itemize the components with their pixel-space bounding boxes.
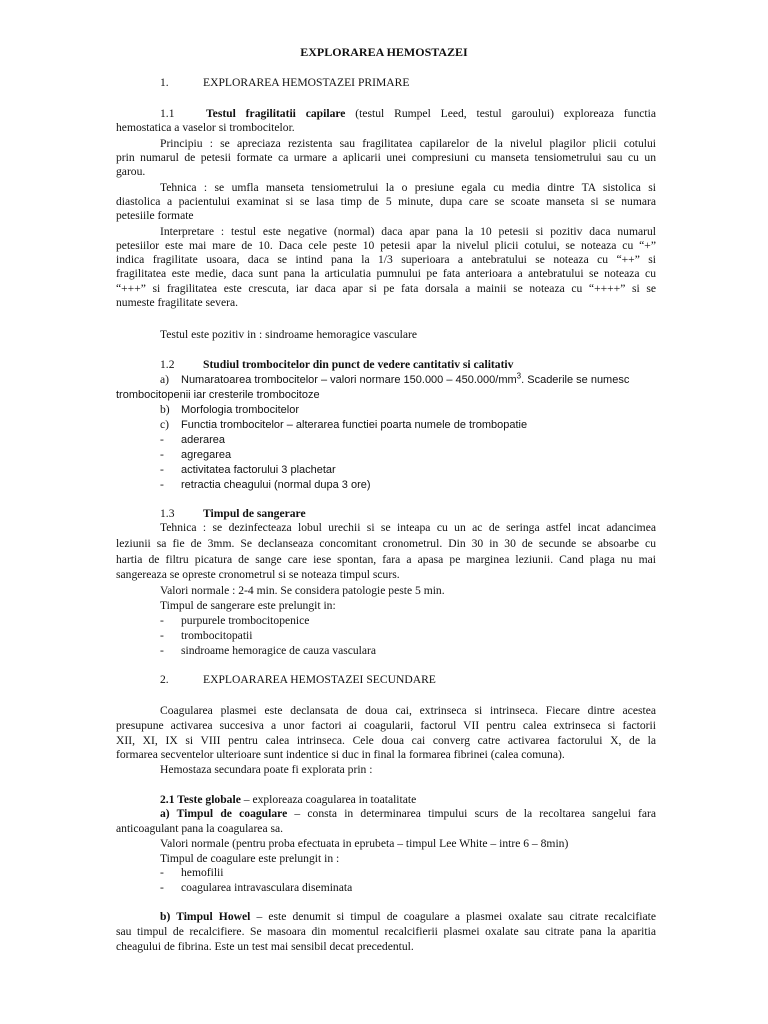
document-title: EXPLORAREA HEMOSTAZEI: [300, 45, 468, 59]
list-dash: -: [160, 478, 164, 491]
text-line: Coagularea plasmei este declansata de doua cai, extrinseca si intrinseca. Fiecare dintre acestea: [160, 704, 656, 717]
text-line: cheagului de fibrina. Este un test mai sensibil decat precedentul.: [116, 940, 414, 953]
text-line: Tehnica : se dezinfecteaza lobul urechii si se inteapa cu un ac de seringa astfel incat adancimea: [160, 521, 656, 534]
subsection-number: 1.2: [160, 358, 175, 371]
text-line: Valori normale (pentru proba efectuata in eprubeta – timpul Lee White – intre 6 – 8min): [160, 837, 569, 850]
list-letter: c): [160, 418, 170, 431]
text-line: hemostatica a vaselor si trombocitelor.: [116, 121, 295, 134]
section-number: 1.: [160, 76, 169, 89]
text-line: formarea secventelor ulterioare sunt indentice si duc in final la formarea fibrinei (calea comuna).: [116, 748, 565, 761]
text-line: hartia de filtru picatura de sange care iese spontan, fara a apasa pe marginea leziunii. Cand plaga nu mai: [116, 553, 656, 566]
text-line: petesiile formate: [116, 209, 194, 222]
list-item: agregarea: [181, 449, 232, 461]
text-line: Tehnica : se umfla manseta tensiometrului la o presiune egala cu media dintre TA sistolica si: [160, 181, 656, 194]
subsection-heading: Timpul de sangerare: [203, 507, 306, 520]
text-line: numeste fragilitate severa.: [116, 296, 239, 309]
list-letter: a): [160, 373, 170, 386]
list-item: hemofilii: [181, 866, 224, 879]
text-line: Interpretare : testul este negative (normal) daca apar pana la 10 petesii si pozitiv daca numarul: [160, 225, 656, 238]
text-line: fragilitatea este medie, daca sunt pana la articulatia pumnului pe fata anterioara a antebratului se noteaza cu: [116, 267, 656, 280]
subsection-heading: 2.1 Teste globale: [160, 793, 241, 806]
text-line: leziunii sa fie de 3mm. Se declanseaza concomitant cronometrul. Din 30 in 30 de secunde se absoarbe cu: [116, 537, 656, 550]
list-item: sindroame hemoragice de cauza vasculara: [181, 644, 377, 657]
list-dash: -: [160, 644, 164, 657]
list-item-text: Functia trombocitelor – alterarea functiei poarta numele de trombopatie: [181, 419, 528, 431]
list-letter: b): [160, 403, 170, 416]
list-item: activitatea factorului 3 plachetar: [181, 464, 336, 476]
list-dash: -: [160, 881, 164, 894]
text-line: sangereaza se opreste cronometrul si se noteaza timpul scurs.: [116, 568, 400, 581]
subsection-heading: Studiul trombocitelor din punct de vedere cantitativ si calitativ: [203, 358, 514, 371]
subsection-text: (testul Rumpel Leed, testul garoului) exploreaza functia: [345, 107, 656, 120]
text-line: petesiilor este mai mare de 10. Daca cele peste 10 petesii apar la nivelul plicii cotului, se noteaza cu “+”: [116, 239, 656, 252]
text-line: diastolica a pacientului examinat si se lasa timp de 5 minute, dupa care se scoate manseta si se numara: [116, 195, 656, 208]
text-line: “+++” si fragilitatea este crescuta, iar daca apar si pe fata dorsala a mainii se noteaza cu “++++” si se: [116, 282, 656, 295]
text-line: indica fragilitate usoara, daca se intind pana la 1/3 superioara a antebratului se noteaza cu “++” si: [116, 253, 656, 266]
subsection-number: 1.1: [160, 107, 175, 120]
text-line: Principiu : se apreciaza rezistenta sau fragilitatea capilarelor de la nivelul plagilor plicii cotului: [160, 137, 656, 150]
text-line: b) Timpul Howel – este denumit si timpul de coagulare a plasmei oxalate sau citrate recalcifiate: [160, 910, 656, 923]
text-line: Timpul de coagulare este prelungit in :: [160, 852, 340, 865]
text-line: prin numarul de petesii formate ca urmare a aplicarii unei compresiuni cu manseta tensiometrului sau cu un: [116, 151, 656, 164]
list-item: aderarea: [181, 434, 226, 446]
list-dash: -: [160, 448, 164, 461]
list-item-text: Morfologia trombocitelor: [181, 404, 299, 416]
text-line: Timpul de sangerare este prelungit in:: [160, 599, 336, 612]
text-line: trombocitopenii iar cresterile trombocitoze: [116, 389, 320, 401]
list-dash: -: [160, 629, 164, 642]
text-line: presupune activarea succesiva a unor factori ai coagularii, factorul VII pentru calea extrinseca si factorii: [116, 719, 656, 732]
text-line: Testul este pozitiv in : sindroame hemoragice vasculare: [160, 328, 418, 341]
list-item-text: Numaratoarea trombocitelor – valori normare $150.000 - 450.000/mm^3$. Scaderile se numesc: [181, 371, 630, 386]
text-line: XII, XI, IX si VIII pentru calea intrinseca. Cele doua cai converg catre activarea factorului X, de la: [116, 734, 656, 747]
list-item: trombocitopatii: [181, 629, 253, 642]
list-dash: -: [160, 463, 164, 476]
list-dash: -: [160, 866, 164, 879]
section-number: 2.: [160, 673, 169, 686]
section-heading: EXPLOARAREA HEMOSTAZEI SECUNDARE: [203, 673, 436, 686]
subsection-heading: Testul fragilitatii capilare: [206, 107, 346, 120]
subsection-number: 1.3: [160, 507, 175, 520]
subsection-line: 2.1 Teste globale – exploreaza coagularea in toatalitate: [160, 793, 417, 806]
list-dash: -: [160, 614, 164, 627]
list-item: coagularea intravasculara diseminata: [181, 881, 353, 894]
text-line: anticoagulant pana la coagularea sa.: [116, 822, 284, 835]
text-line: sau timpul de recalcifiere. Se masoara din momentul recalcifierii plasmei oxalate sau citrate pana la aparitia: [116, 925, 656, 938]
subsection-line: [116, 107, 656, 121]
text-line: Valori normale : 2-4 min. Se considera patologie peste 5 min.: [160, 584, 445, 597]
text-line: Hemostaza secundara poate fi explorata prin :: [160, 763, 373, 776]
list-item: retractia cheagului (normal dupa 3 ore): [181, 479, 371, 491]
section-heading: EXPLORAREA HEMOSTAZEI PRIMARE: [203, 76, 410, 89]
list-item: purpurele trombocitopenice: [181, 614, 310, 627]
text-line: a) Timpul de coagulare – consta in determinarea timpului scurs de la recoltarea sangelui fara: [160, 807, 657, 820]
text-line: garou.: [116, 165, 146, 178]
list-dash: -: [160, 433, 164, 446]
